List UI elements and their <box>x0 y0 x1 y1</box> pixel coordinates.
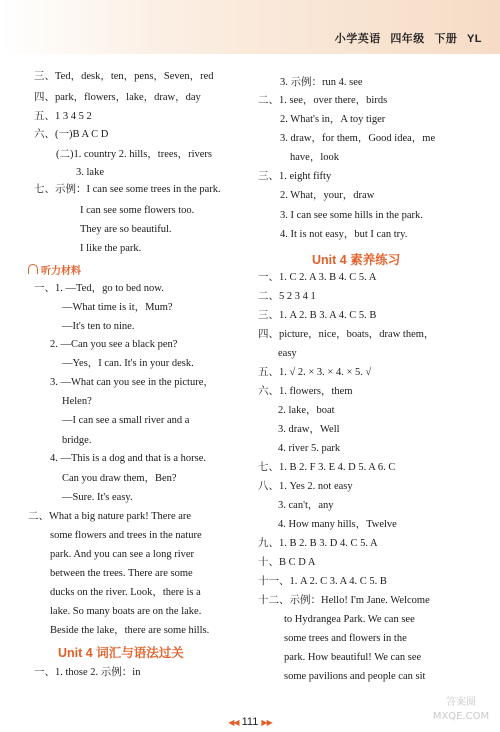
answer-line: Helen? <box>62 396 92 407</box>
unit-vocab-title: Unit 4 词汇与语法过关 <box>58 646 184 660</box>
answer-line: 3. draw，Well <box>278 424 340 435</box>
answer-line: lake. So many boats are on the lake. <box>50 606 202 617</box>
header-subject: 小学英语 <box>334 33 381 45</box>
answer-line: bridge. <box>62 435 92 446</box>
answer-line: (二)1. country 2. hills，trees，rivers <box>56 149 213 160</box>
answer-line: 一、1. those 2. 示例：in <box>34 667 141 678</box>
answer-line: between the trees. There are some <box>50 568 193 579</box>
answer-line: 八、1. Yes 2. not easy <box>258 481 353 492</box>
answer-line: —What time is it，Mum? <box>62 302 173 313</box>
watermark: 答案圈 MXQE.COM <box>432 697 490 722</box>
prev-arrows-icon: ◀◀ <box>228 718 239 727</box>
answer-line: 七、示例：I can see some trees in the park. <box>34 184 221 195</box>
answer-line: 2. lake，boat <box>278 405 335 416</box>
answer-line: park. How beautiful! We can see <box>284 652 422 663</box>
answer-line: 2. —Can you see a black pen? <box>50 339 178 350</box>
answer-line: —I can see a small river and a <box>62 415 190 426</box>
answer-line: 二、1. see，over there，birds <box>258 95 388 106</box>
answer-line: Beside the lake，there are some hills. <box>50 625 210 636</box>
answer-line: 4. —This is a dog and that is a horse. <box>50 453 207 464</box>
answer-line: —Sure. It's easy. <box>62 492 133 503</box>
answer-line: 十一、1. A 2. C 3. A 4. C 5. B <box>258 576 387 587</box>
answer-line: 4. It is not easy，but I can try. <box>280 229 408 240</box>
answer-line: 3. —What can you see in the picture， <box>50 377 214 388</box>
answer-line: 一、1. C 2. A 3. B 4. C 5. A <box>258 272 377 283</box>
unit-practice-title: Unit 4 素养练习 <box>312 253 401 267</box>
answer-line: 2. What's in，A toy tiger <box>280 114 386 125</box>
answer-line: 3. lake <box>76 167 104 178</box>
answer-line: 六、1. flowers，them <box>258 386 353 397</box>
answer-line: Can you draw them，Ben? <box>62 473 177 484</box>
answer-line: 四、picture，nice，boats，draw them， <box>258 329 435 340</box>
answer-line: 3. draw，for them，Good idea，me <box>280 133 436 144</box>
answer-line: to Hydrangea Park. We can see <box>284 614 415 625</box>
answer-line: 三、Ted，desk，ten，pens，Seven，red <box>34 71 214 82</box>
answer-line: I like the park. <box>80 243 142 254</box>
answer-line: 4. river 5. park <box>278 443 341 454</box>
answer-line: 3. I can see some hills in the park. <box>280 210 423 221</box>
answer-line: 三、1. A 2. B 3. A 4. C 5. B <box>258 310 377 321</box>
listening-badge-label: 听力材料 <box>41 265 81 277</box>
answer-line: 九、1. B 2. B 3. D 4. C 5. A <box>258 538 378 549</box>
answer-line: 3. 示例：run 4. see <box>280 77 363 88</box>
header-term: 下册 <box>434 33 458 45</box>
answer-line: 2. What，your，draw <box>280 190 375 201</box>
answer-line: some flowers and trees in the nature <box>50 530 202 541</box>
answer-line: 十二、示例：Hello! I'm Jane. Welcome <box>258 595 430 606</box>
answer-line: 三、1. eight fifty <box>258 171 332 182</box>
headphone-icon <box>28 264 38 274</box>
header-edition: YL <box>466 33 482 45</box>
answer-line: —Yes，I can. It's in your desk. <box>62 358 194 369</box>
answer-line: 二、What a big nature park! There are <box>28 511 192 522</box>
answer-line: some trees and flowers in the <box>284 633 407 644</box>
answer-line: park. And you can see a long river <box>50 549 195 560</box>
answer-line: easy <box>278 348 297 359</box>
page-header <box>329 30 482 46</box>
answer-line: 五、1 3 4 5 2 <box>34 111 92 122</box>
answer-line: 二、5 2 3 4 1 <box>258 291 316 302</box>
answer-line: I can see some flowers too. <box>80 205 195 216</box>
answer-line: 十、B C D A <box>258 557 316 568</box>
answer-line: —It's ten to nine. <box>62 321 135 332</box>
answer-line: 六、(一)B A C D <box>34 129 109 140</box>
answer-line: some pavilions and people can sit <box>284 671 426 682</box>
answer-line: 一、1. —Ted，go to bed now. <box>34 283 164 294</box>
answer-line: have，look <box>290 152 339 163</box>
answer-line: 四、park，flowers，lake，draw，day <box>34 92 201 103</box>
next-arrows-icon: ▶▶ <box>261 718 272 727</box>
answer-line: They are so beautiful. <box>80 224 172 235</box>
page-footer <box>0 716 500 728</box>
answer-line: ducks on the river. Look，there is a <box>50 587 201 598</box>
answer-line: 4. How many hills，Twelve <box>278 519 397 530</box>
listening-badge <box>28 262 81 276</box>
header-grade: 四年级 <box>390 33 425 45</box>
page-number: 111 <box>241 716 259 728</box>
answer-line: 3. can't，any <box>278 500 334 511</box>
answer-line: 七、1. B 2. F 3. E 4. D 5. A 6. C <box>258 462 396 473</box>
answer-line: 五、1. √ 2. × 3. × 4. × 5. √ <box>258 367 372 378</box>
